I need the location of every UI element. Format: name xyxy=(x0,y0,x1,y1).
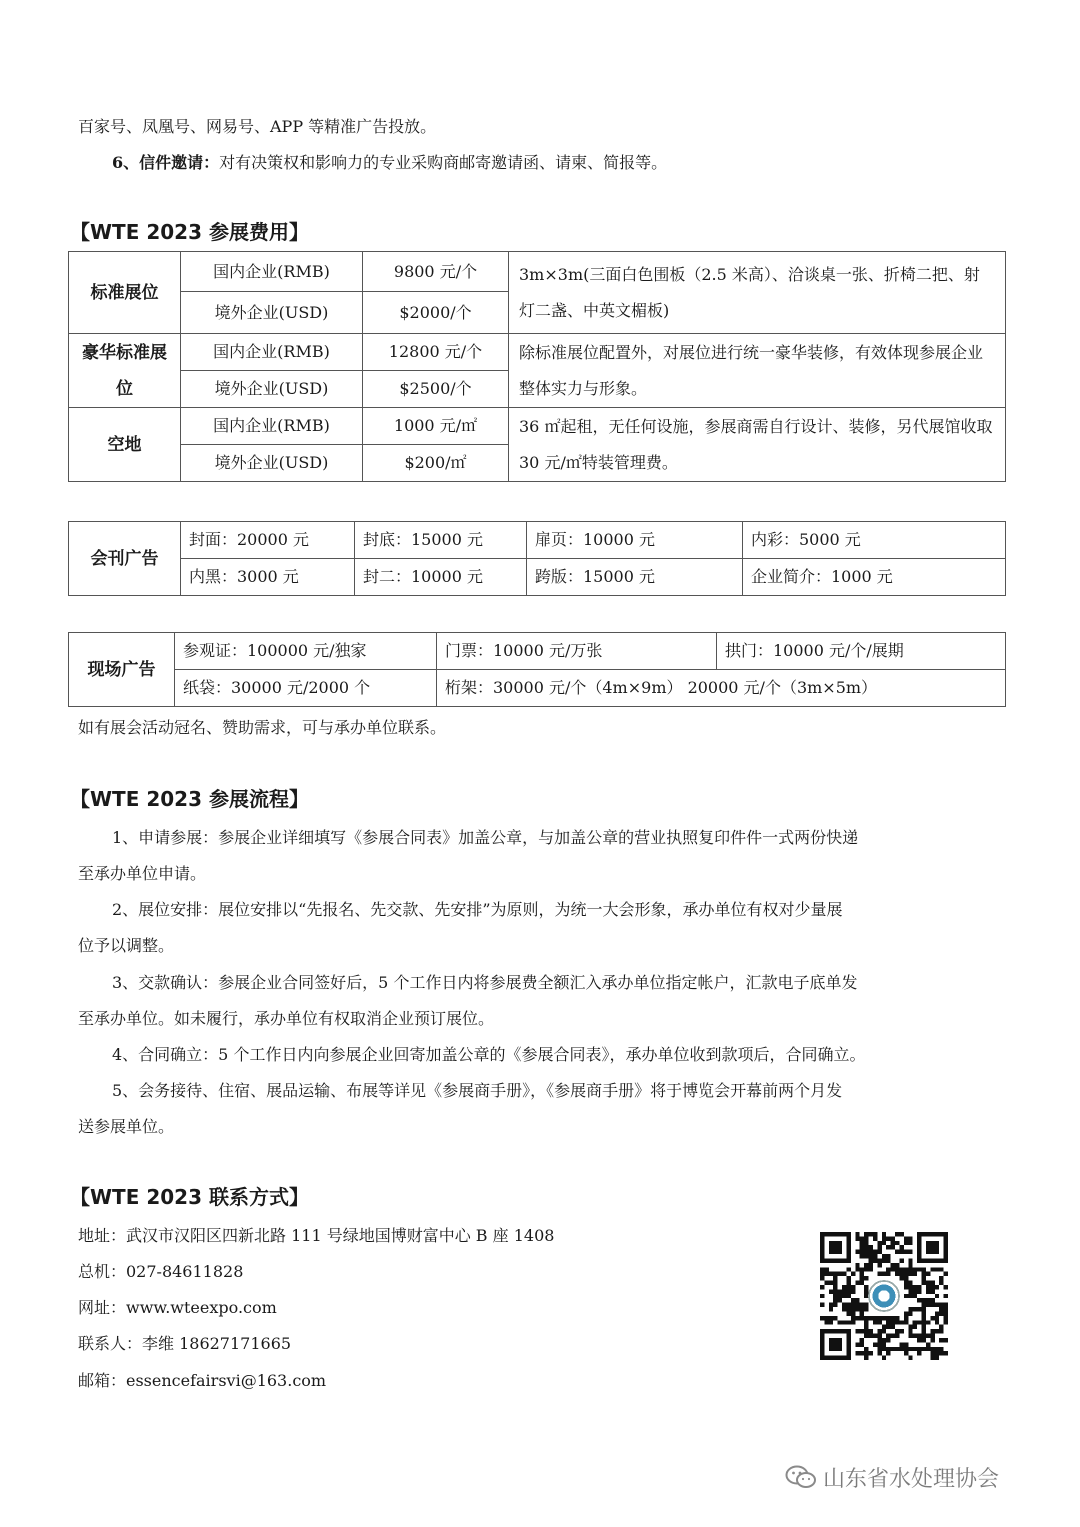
journal-ads-label: 会刊广告 xyxy=(69,522,181,596)
process-step-5: 5、会务接待、住宿、展品运输、布展等详见《参展商手册》，《参展商手册》将于博览会开幕前两个月发 xyxy=(112,1081,843,1100)
sponsor-note: 如有展会活动冠名、赞助需求，可与承办单位联系。 xyxy=(78,718,447,737)
process-step-1: 1、申请参展：参展企业详细填写《参展合同表》加盖公章，与加盖公章的营业执照复印件件一式两份快递 xyxy=(112,828,859,847)
fee-desc-space: 36 ㎡起租，无任何设施，参展商需自行设计、装修，另代展馆收取 30 元/㎡特装管理费。 xyxy=(509,408,1006,482)
fee-desc-standard: 3m×3m(三面白色围板（2.5 米高）、洽谈桌一张、折椅二把、射灯二盏、中英文楣板) xyxy=(509,252,1006,334)
fee-foreign-label: 境外企业(USD) xyxy=(181,445,363,482)
process-step-1-cont: 至承办单位申请。 xyxy=(78,864,207,883)
fee-type-deluxe: 豪华标准展位 xyxy=(69,334,181,408)
process-step-4: 4、合同确立：5 个工作日内向参展企业回寄加盖公章的《参展合同表》，承办单位收到款项后，合同确立。 xyxy=(112,1045,866,1064)
fee-foreign-label: 境外企业(USD) xyxy=(181,292,363,334)
fee-domestic-price: 9800 元/个 xyxy=(363,252,509,292)
journal-ad-item: 扉页：10000 元 xyxy=(527,522,743,559)
fee-type-space: 空地 xyxy=(69,408,181,482)
fee-foreign-price: $200/㎡ xyxy=(363,445,509,482)
process-step-5-cont: 送参展单位。 xyxy=(78,1117,175,1136)
contact-email[interactable]: 邮箱：essencefairsvi@163.com xyxy=(78,1371,327,1390)
fee-desc-deluxe: 除标准展位配置外，对展位进行统一豪华装修，有效体现参展企业整体实力与形象。 xyxy=(509,334,1006,408)
fee-domestic-price: 1000 元/㎡ xyxy=(363,408,509,445)
process-step-3-cont: 至承办单位。如未履行，承办单位有权取消企业预订展位。 xyxy=(78,1009,495,1028)
watermark-text: 山东省水处理协会 xyxy=(823,1467,1000,1492)
fee-domestic-label: 国内企业(RMB) xyxy=(181,408,363,445)
qr-code-icon xyxy=(820,1232,948,1360)
onsite-ads-label: 现场广告 xyxy=(69,633,175,707)
fee-foreign-price: $2000/个 xyxy=(363,292,509,334)
onsite-ad-item: 桁架：30000 元/个（4m×9m） 20000 元/个（3m×5m） xyxy=(437,670,1006,707)
contact-phone: 总机：027-84611828 xyxy=(78,1262,244,1281)
journal-ad-item: 内黑：3000 元 xyxy=(181,559,355,596)
fees-title: 【WTE 2023 参展费用】 xyxy=(70,220,309,244)
item-6-label: 6、信件邀请： xyxy=(112,153,220,172)
fee-domestic-label: 国内企业(RMB) xyxy=(181,252,363,292)
intro-line-1: 百家号、凤凰号、网易号、APP 等精准广告投放。 xyxy=(78,117,437,136)
fee-type-standard: 标准展位 xyxy=(69,252,181,334)
fee-foreign-label: 境外企业(USD) xyxy=(181,371,363,408)
process-step-2: 2、展位安排：展位安排以“先报名、先交款、先安排”为原则，为统一大会形象，承办单位有权对少量展 xyxy=(112,900,843,919)
journal-ad-item: 企业简介：1000 元 xyxy=(743,559,1006,596)
fee-foreign-price: $2500/个 xyxy=(363,371,509,408)
contact-website[interactable]: 网址：www.wteexpo.com xyxy=(78,1298,277,1317)
onsite-ad-item: 拱门：10000 元/个/展期 xyxy=(717,633,1006,670)
wechat-icon xyxy=(785,1464,817,1490)
contact-address: 地址：武汉市汉阳区四新北路 111 号绿地国博财富中心 B 座 1408 xyxy=(78,1226,555,1245)
contact-title: 【WTE 2023 联系方式】 xyxy=(70,1185,309,1209)
contact-person: 联系人：李维 18627171665 xyxy=(78,1334,292,1353)
process-title: 【WTE 2023 参展流程】 xyxy=(70,787,309,811)
fee-domestic-label: 国内企业(RMB) xyxy=(181,334,363,371)
journal-ads-table xyxy=(68,521,1006,596)
journal-ad-item: 封二：10000 元 xyxy=(355,559,527,596)
journal-ad-item: 封面：20000 元 xyxy=(181,522,355,559)
process-step-2-cont: 位予以调整。 xyxy=(78,936,175,955)
journal-ad-item: 跨版：15000 元 xyxy=(527,559,743,596)
fee-domestic-price: 12800 元/个 xyxy=(363,334,509,371)
process-step-3: 3、交款确认：参展企业合同签好后，5 个工作日内将参展费全额汇入承办单位指定帐户，汇款电子底单发 xyxy=(112,973,858,992)
journal-ad-item: 封底：15000 元 xyxy=(355,522,527,559)
onsite-ads-table xyxy=(68,632,1006,707)
journal-ad-item: 内彩：5000 元 xyxy=(743,522,1006,559)
watermark xyxy=(785,1462,999,1493)
fees-table xyxy=(68,251,1006,482)
onsite-ad-item: 参观证：100000 元/独家 xyxy=(175,633,437,670)
intro-item-6 xyxy=(112,152,667,174)
item-6-text: 对有决策权和影响力的专业采购商邮寄邀请函、请柬、简报等。 xyxy=(219,153,668,172)
onsite-ad-item: 纸袋：30000 元/2000 个 xyxy=(175,670,437,707)
onsite-ad-item: 门票：10000 元/万张 xyxy=(437,633,717,670)
